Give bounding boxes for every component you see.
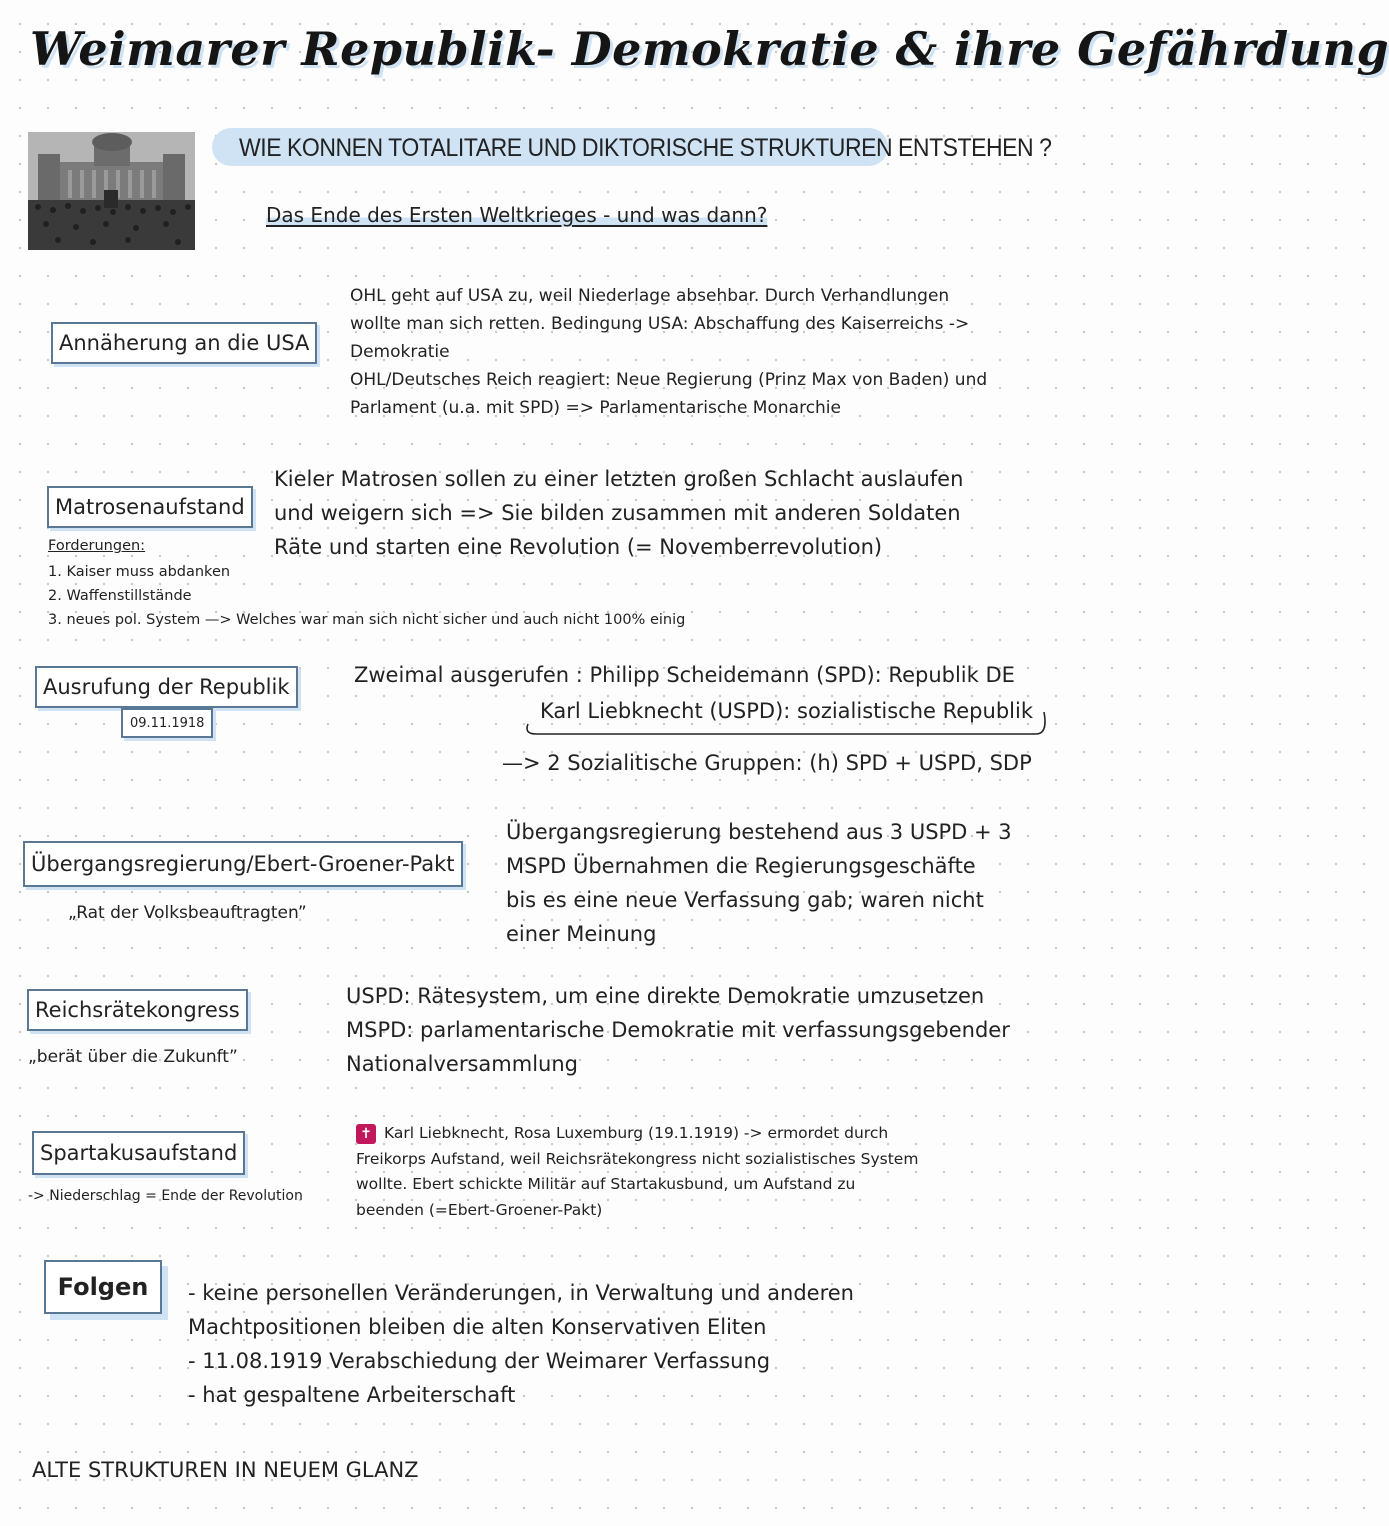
page-title: Weimarer Republik- Demokratie & ihre Gefährdung	[30, 22, 1389, 76]
text-line: beenden (=Ebert-Groener-Pakt)	[356, 1200, 603, 1219]
label-spartakusaufstand: Spartakusaufstand	[32, 1131, 245, 1175]
text-folgen	[188, 1276, 854, 1412]
text-line: Nationalversammlung	[346, 1052, 578, 1076]
label-usa: Annäherung an die USA	[51, 322, 317, 364]
text-line: MSPD: parlamentarische Demokratie mit verfassungsgebender	[346, 1018, 1010, 1042]
text-republik-line1: Zweimal ausgerufen : Philipp Scheidemann (SPD): Republik DE	[354, 663, 1015, 687]
demand-item: 1. Kaiser muss abdanken	[48, 564, 231, 580]
label-matrosenaufstand: Matrosenaufstand	[47, 486, 253, 528]
section-subheading: Das Ende des Ersten Weltkrieges - und was dann?	[266, 203, 768, 227]
note-uebergang: „Rat der Volksbeauftragten”	[68, 903, 307, 923]
text-line: OHL/Deutsches Reich reagiert: Neue Regierung (Prinz Max von Baden) und	[350, 370, 988, 390]
text-line: - hat gespaltene Arbeiterschaft	[188, 1383, 516, 1407]
text-line: einer Meinung	[506, 922, 657, 946]
text-line: wollte. Ebert schickte Militär auf Startakusbund, um Aufstand zu	[356, 1175, 856, 1193]
text-line: Demokratie	[350, 342, 450, 362]
demands-title: Forderungen:	[48, 538, 146, 554]
text-line: USPD: Rätesystem, um eine direkte Demokratie umzusetzen	[346, 984, 985, 1008]
text-line: und weigern sich => Sie bilden zusammen mit anderen Soldaten	[274, 501, 961, 525]
text-line: Parlament (u.a. mit SPD) => Parlamentarische Monarchie	[350, 398, 841, 418]
text-line: - keine personellen Veränderungen, in Verwaltung und anderen	[188, 1281, 854, 1305]
note-spartakus: -> Niederschlag = Ende der Revolution	[28, 1188, 303, 1204]
text-usa	[350, 282, 987, 422]
label-uebergangsregierung: Übergangsregierung/Ebert-Groener-Pakt	[23, 841, 463, 887]
text-line: - 11.08.1919 Verabschiedung der Weimarer Verfassung	[188, 1349, 771, 1373]
cross-icon: ✝	[356, 1124, 376, 1144]
text-line: Übergangsregierung bestehend aus 3 USPD + 3	[506, 820, 1012, 844]
text-reichsraete	[346, 979, 1010, 1081]
label-ausrufung: Ausrufung der Republik	[35, 666, 298, 708]
text-line: Kieler Matrosen sollen zu einer letzten großen Schlacht auslaufen	[274, 467, 964, 491]
guiding-question: WIE KONNEN TOTALITARE UND DIKTORISCHE STRUKTUREN ENTSTEHEN ?	[239, 134, 1052, 162]
brace-mark	[522, 700, 1052, 740]
text-republik-line3: —> 2 Sozialitische Gruppen: (h) SPD + USPD, SDP	[502, 751, 1032, 775]
date-badge: 09.11.1918	[121, 708, 213, 738]
footer-slogan: ALTE STRUKTUREN IN NEUEM GLANZ	[32, 1458, 419, 1482]
text-line: bis es eine neue Verfassung gab; waren nicht	[506, 888, 984, 912]
text-line: Freikorps Aufstand, weil Reichsrätekongress nicht sozialistisches System	[356, 1149, 919, 1168]
demand-item: 2. Waffenstillstände	[48, 588, 192, 604]
reichstag-photo	[28, 132, 195, 250]
demand-item: 3. neues pol. System —> Welches war man sich nicht sicher und auch nicht 100% einig	[48, 612, 686, 628]
text-line: Machtpositionen bleiben die alten Konservativen Eliten	[188, 1315, 767, 1339]
text-matrosen	[274, 462, 963, 564]
text-line: Räte und starten eine Revolution (= Novemberrevolution)	[274, 535, 883, 559]
text-republik-line2: Karl Liebknecht (USPD): sozialistische Republik	[540, 699, 1033, 723]
label-reichsraetekongress: Reichsrätekongress	[27, 989, 248, 1031]
label-folgen: Folgen	[44, 1260, 162, 1314]
text-line: MSPD Übernahmen die Regierungsgeschäfte	[506, 854, 976, 878]
text-uebergang	[506, 815, 1012, 951]
text-line: OHL geht auf USA zu, weil Niederlage absehbar. Durch Verhandlungen	[350, 286, 950, 306]
demands-list	[48, 560, 685, 632]
reichstag-illustration	[28, 132, 195, 250]
note-reichsraete: „berät über die Zukunft”	[28, 1047, 238, 1067]
text-line: wollte man sich retten. Bedingung USA: Abschaffung des Kaiserreichs ->	[350, 314, 970, 334]
text-line: Karl Liebknecht, Rosa Luxemburg (19.1.1919) -> ermordet durch	[384, 1124, 889, 1142]
text-spartakus	[356, 1121, 918, 1223]
